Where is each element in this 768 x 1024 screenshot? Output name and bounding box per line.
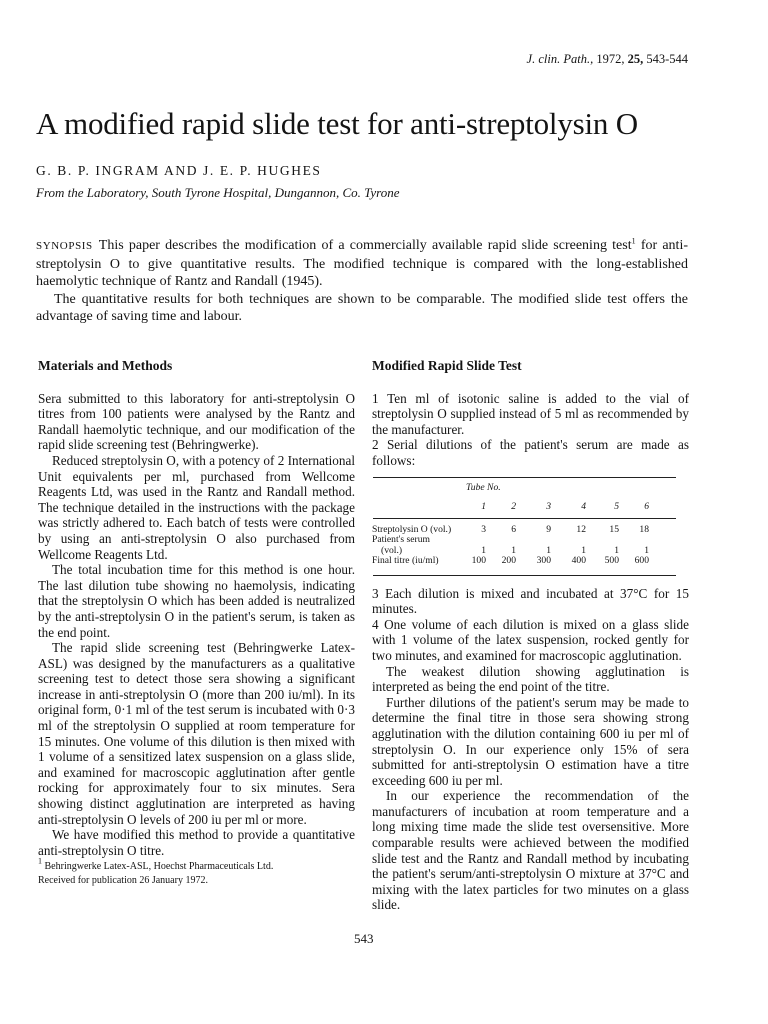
- tube-number: 4: [581, 501, 586, 513]
- body-paragraph: The total incubation time for this method is one hour. The last dilution tube showing no haemolysis, indicating that the streptolysin O which has been added is neutralized by the anti-streptolysin O in the patient's serum, is taken as the end point.: [38, 562, 355, 640]
- footnote: $^1$ Behringwerke Latex-ASL, Hoechst Pharmaceuticals Ltd.: [38, 856, 274, 873]
- article-authors: G. B. P. INGRAM AND J. E. P. HUGHES: [36, 163, 322, 178]
- journal-name: J. clin. Path.,: [526, 52, 594, 66]
- tube-no-label: Tube No.: [466, 481, 501, 493]
- step-4: 4 One volume of each dilution is mixed on a glass slide with 1 volume of the latex suspension, rocked gently for two minutes, and examined for macroscopic agglutination.: [372, 616, 689, 663]
- step-2: 2 Serial dilutions of the patient's serum are made as follows:: [372, 437, 689, 468]
- synopsis-label: SYNOPSIS: [36, 240, 93, 252]
- journal-volume: 25,: [627, 52, 644, 66]
- section-heading-materials-methods: Materials and Methods: [38, 358, 173, 373]
- journal-year: 1972,: [596, 52, 625, 66]
- synopsis-paragraph-2: The quantitative results for both techniques are shown to be comparable. The modified slide test offers the advantage of saving time and labour.: [36, 291, 688, 325]
- journal-pages: 543-544: [646, 52, 688, 66]
- page-number: 543: [354, 931, 374, 946]
- article-title: A modified rapid slide test for anti-streptolysin O: [36, 106, 638, 141]
- body-paragraph: In our experience the recommendation of the manufacturers of incubation at room temperature and a long mixing time made the slide test oversensitive. More comparable results were achieved between the modified slide test and the Rantz and Randall method by incubating the patient's serum/anti-streptolysin O mixture at 37°C and mixing with the latex particles for two minutes on a glass slide.: [372, 788, 689, 913]
- table-top-rule: [373, 477, 676, 478]
- body-paragraph: Further dilutions of the patient's serum may be made to determine the final titre in those sera showing strong agglutination with the dilution containing 600 iu per ml of streptolysin O. In our experience only 15% of sera submitted for anti-streptolysin O estimation have a titre exceeding 600 iu per ml.: [372, 694, 689, 788]
- body-paragraph: Reduced streptolysin O, with a potency of 2 International Unit equivalents per ml, purchased from Wellcome Reagents Ltd, was used in the Rantz and Randall method. The technique detailed in the instructions with the package was strictly adhered to. Each batch of tests were controlled by using an anti-streptolysin O also purchased from Wellcome Reagents Ltd.: [38, 452, 355, 562]
- row-label: Streptolysin O (vol.): [372, 523, 452, 535]
- body-paragraph: The weakest dilution showing agglutination is interpreted as being the end point of the titre.: [372, 663, 689, 695]
- body-paragraph: We have modified this method to provide a quantitative anti-streptolysin O titre.: [38, 827, 355, 858]
- author-affiliation: From the Laboratory, South Tyrone Hospital, Dungannon, Co. Tyrone: [36, 185, 400, 200]
- dilution-table-grid: [372, 483, 684, 567]
- section-heading-modified-test: Modified Rapid Slide Test: [372, 358, 522, 373]
- dilution-table: [372, 477, 689, 576]
- step-1: 1 Ten ml of isotonic saline is added to the vial of streptolysin O supplied instead of 5 ml as recommended by the manufacturer.: [372, 390, 689, 437]
- left-column: [38, 358, 355, 888]
- footnote-ref: 1: [631, 236, 636, 246]
- journal-reference: [527, 52, 688, 67]
- synopsis-paragraph-1: SYNOPSIS This paper describes the modification of a commercially available rapid slide screening test$^1$ for anti-streptolysin O to give quantitative results. The modified technique is compared with the long-established haemolytic technique of Rantz and Randall (1945).: [36, 236, 688, 290]
- row-label: Final titre (iu/ml): [372, 555, 439, 567]
- table-row: (vol.) 1 1 1 1 1 1: [372, 546, 684, 557]
- table-bottom-rule: [373, 575, 676, 576]
- tube-number: 6: [644, 501, 649, 513]
- step-3: 3 Each dilution is mixed and incubated at 37°C for 15 minutes.: [372, 585, 689, 617]
- table-row: Streptolysin O (vol.) 3 6 9 12 15 18: [372, 523, 649, 535]
- tube-number: 3: [546, 501, 551, 513]
- tube-number: 5: [614, 501, 619, 513]
- table-row: Final titre (iu/ml) 100 200 300 400 500 600: [372, 555, 649, 567]
- tube-number: 2: [511, 501, 516, 513]
- row-label: Patient's serum: [372, 534, 430, 546]
- synopsis: [36, 237, 688, 326]
- received-date: Received for publication 26 January 1972.: [38, 875, 208, 887]
- table-mid-rule: [373, 518, 676, 519]
- row-label-cont: (vol.): [381, 544, 403, 556]
- tube-number: 1: [481, 501, 486, 513]
- body-paragraph: Sera submitted to this laboratory for anti-streptolysin O titres from 100 patients were analysed by the Rantz and Randall haemolytic technique, and our modification of the rapid slide screening test (Behringwerke).: [38, 390, 355, 453]
- right-column: [372, 358, 689, 913]
- footnotes: [38, 856, 355, 888]
- table-row: [372, 535, 684, 546]
- body-paragraph: The rapid slide screening test (Behringwerke Latex-ASL) was designed by the manufacturers as a qualitative screening test to detect those sera showing a significant increase in anti-streptolysin O (more than 200 iu/ml). In its original form, 0·1 ml of the test serum is incubated with 0·3 ml of the streptolysin O supplied at room temperature for 15 minutes. One volume of this dilution is then mixed with 1 volume of a sensitized latex suspension on a glass slide, and examined for macroscopic agglutination after gentle rocking for approximately four to six minutes. Sera showing distinct agglutination are interpreted as having anti-streptolysin O levels of 200 iu per ml or more.: [38, 640, 355, 827]
